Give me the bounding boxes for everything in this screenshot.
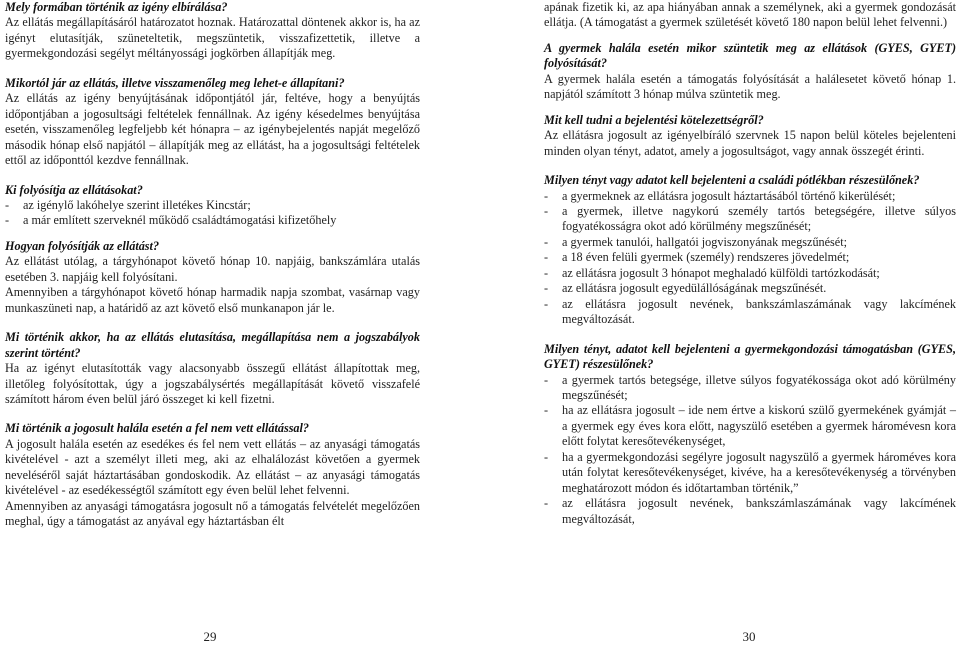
section-death-of-beneficiary <box>5 421 420 529</box>
section-paragraph: Amennyiben a tárgyhónapot követő hónap harmadik napja szombat, vasárnap vagy munkaszüneti nap, a határidő az azt követő első munkanapon jár le. <box>5 285 420 315</box>
section-reporting-duty <box>544 113 956 159</box>
section-paragraph: A jogosult halála esetén az esedékes és fel nem vett ellátás – az anyasági támogatás kivételével - azt a személyt illeti meg, aki az elhalálozást követően a gyermek neveléséről saját háztartásában gondoskodik. Az ellátást – az anyasági támogatás kivételével - az esedékességtől számított egy éven belül lehet felvenni. <box>5 436 420 498</box>
section-question: Mi történik a jogosult halála esetén a fel nem vett ellátással? <box>5 421 310 436</box>
dash-list <box>544 373 956 528</box>
section-who-pays <box>5 183 420 229</box>
section-paragraph: Az ellátás megállapításáról határozatot hoznak. Határozattal döntenek akkor is, ha az igényt elutasítják, szüneteltetik, megszüntetik, visszafizettetik, illetve a gyermekgondozási segélyt méltányossági jogkörben állapítják meg. <box>5 15 420 61</box>
section-how-paid <box>5 239 420 316</box>
page-number-right: 30 <box>742 629 756 644</box>
list-item: - a gyermek tartós betegsége, illetve súlyos fogyatékossága okot adó körülmény megszűnését; <box>544 373 956 404</box>
list-item: - a gyermek, illetve nagykorú személy tartós betegségére, illetve súlyos fogyatékosságra okot adó körülmény megszűnését; <box>544 204 956 235</box>
section-start-date <box>5 76 420 169</box>
section-gyes-gyet-reporting <box>544 342 956 527</box>
list-item: - a gyermeknek az ellátásra jogosult háztartásából történő kikerülését; <box>544 189 956 204</box>
section-paragraph: apának fizetik ki, az apa hiányában annak a személynek, aki a gyermek gondozását ellátja. (A támogatást a gyermek születését követő 180 napon belül lehet felvenni.) <box>544 0 956 30</box>
section-paragraph: Amennyiben az anyasági támogatásra jogosult nő a támogatás felvételét megelőzően meghal, úgy a támogatást az anyával egy háztartásban élt <box>5 498 420 529</box>
section-paragraph: Ha az igényt elutasították vagy alacsonyabb összegű ellátást állapítottak meg, illetőleg folyósítottak, úgy a jogszabálysértés megállapítását követő visszafelé számított három éven belül járó összeget ki kell fizetni. <box>5 361 420 406</box>
list-item: - az ellátásra jogosult egyedülállóságának megszűnését. <box>544 281 956 296</box>
list-item: - az ellátásra jogosult nevének, bankszámlaszámának vagy lakcímének megváltozását, <box>544 496 956 527</box>
section-paragraph: Az ellátást utólag, a tárgyhónapot követő hónap 10. napjáig, bankszámlára utalás esetében 3. napjáig kell folyósítani. <box>5 254 420 284</box>
dash-list <box>5 198 420 229</box>
section-question: Milyen tényt vagy adatot kell bejelenteni a családi pótlékban részesülőnek? <box>544 173 920 188</box>
section-question: Mikortól jár az ellátás, illetve visszamenőleg meg lehet-e állapítani? <box>5 75 345 90</box>
section-question: Ki folyósítja az ellátásokat? <box>5 182 143 197</box>
left-page <box>0 0 420 647</box>
list-item: - az igénylő lakóhelye szerint illetékes Kincstár; <box>5 198 420 213</box>
section-question: Mi történik akkor, ha az ellátás elutasítása, megállapítása nem a jogszabályok szerint történt? <box>5 330 420 360</box>
section-question: Milyen tényt, adatot kell bejelenteni a gyermekgondozási támogatásban (GYES, GYET) részesülőnek? <box>544 341 956 372</box>
list-item: - a gyermek tanulói, hallgatói jogviszonyának megszűnését; <box>544 235 956 250</box>
list-item: - ha az ellátásra jogosult – ide nem értve a kiskorú szülő gyermekének gyámját – a gyermek egy éves kora előtt, nagyszülő esetében a gyermek háromévesn kora előtt folytat keresőtevékenységet, <box>544 403 956 449</box>
list-item: - a már említett szerveknél működő családtámogatási kifizetőhely <box>5 213 420 228</box>
list-item: - a 18 éven felüli gyermek (személy) rendszeres jövedelmét; <box>544 250 956 265</box>
section-paragraph: Az ellátásra jogosult az igényelbíráló szervnek 15 napon belül köteles bejelenteni minden olyan tényt, adatot, amely a jogosultságot, vagy annak összegét érinti. <box>544 128 956 158</box>
section-unlawful-decision <box>5 330 420 407</box>
section-family-allowance-reporting <box>544 173 956 328</box>
section-question: Mely formában történik az igény elbírálása? <box>5 0 228 14</box>
section-paragraph: A gyermek halála esetén a támogatás folyósítását a halálesetet követő hónap 1. napjától számított 3 hónap múlva szüntetik meg. <box>544 71 956 102</box>
section-question: Hogyan folyósítják az ellátást? <box>5 238 160 253</box>
section-child-death <box>544 41 956 103</box>
right-page <box>540 0 959 647</box>
list-item: - ha a gyermekgondozási segélyre jogosult nagyszülő a gyermek hároméves kora után folytat keresőtevékenységet, kivéve, ha a keresőtevékenység a törvényben meghatározott módon és időtartamban történik,” <box>544 450 956 496</box>
page-number-left: 29 <box>203 629 217 644</box>
section-question: Mit kell tudni a bejelentési kötelezettségről? <box>544 112 764 127</box>
section-continuation <box>544 0 956 31</box>
section-paragraph: Az ellátás az igény benyújtásának időpontjától jár, feltéve, hogy a benyújtás időpontjában a jogosultsági feltételek fennállnak. Az igény késedelmes benyújtása esetén, visszamenőleg legfeljebb két hónapra – az igénybejelentés napját megelőző második hónap első napjától – állapítják meg az ellátást, ha a jogosultsági feltételek ettől az időponttól kezdve fennállnak. <box>5 91 420 168</box>
section-question: A gyermek halála esetén mikor szüntetik meg az ellátások (GYES, GYET) folyósítását? <box>544 40 956 71</box>
list-item: - az ellátásra jogosult 3 hónapot meghaladó külföldi tartózkodását; <box>544 266 956 281</box>
dash-list <box>544 189 956 328</box>
section-decision-form <box>5 0 420 62</box>
list-item: - az ellátásra jogosult nevének, bankszámlaszámának vagy lakcímének megváltozását. <box>544 297 956 328</box>
